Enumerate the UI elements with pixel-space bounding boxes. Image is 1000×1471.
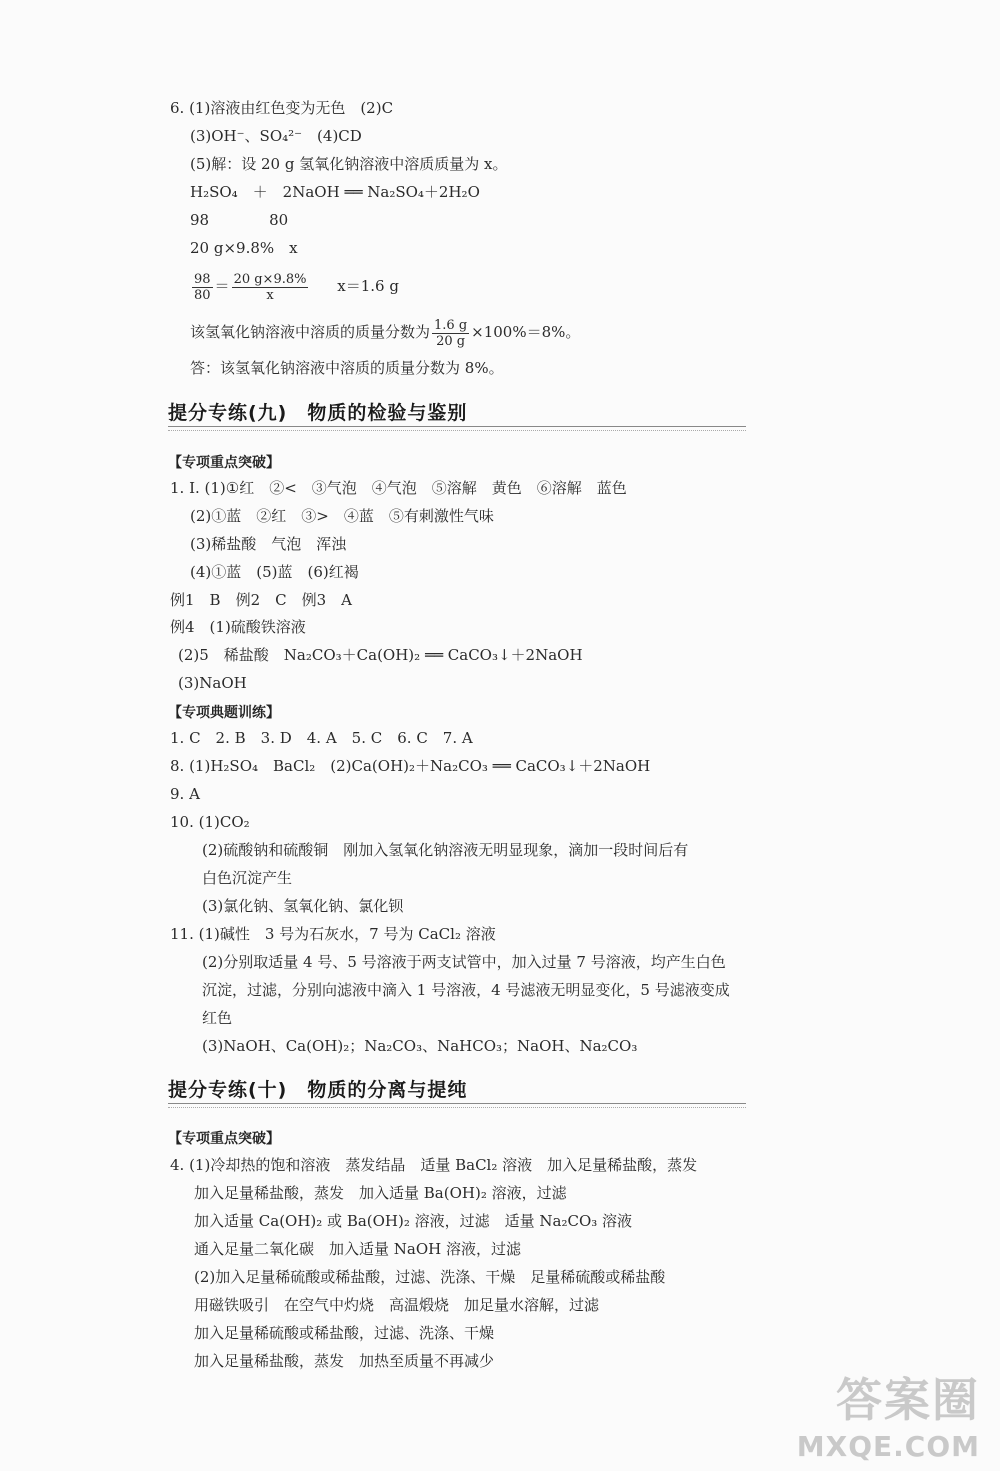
q6-line-2: (3)OH⁻、SO₄²⁻ (4)CD xyxy=(190,127,362,145)
watermark-url: MXQE.COM xyxy=(796,1430,980,1463)
q6-ratio: 98 80 xyxy=(190,211,289,229)
sec10-line-6: 用磁铁吸引 在空气中灼烧 高温煅烧 加足量水溶解，过滤 xyxy=(194,1296,600,1314)
sec9-q11-2-cont: 沉淀，过滤，分别向滤液中滴入 1 号溶液，4 号滤液无明显变化，5 号滤液变成 xyxy=(202,981,730,999)
mass-fraction xyxy=(432,318,469,349)
fraction-numerator: 20 g×9.8% xyxy=(233,271,307,287)
section-10-key-heading: 【专项重点突破】 xyxy=(168,1131,280,1147)
sec9-q8: 8. (1)H₂SO₄ BaCl₂ (2)Ca(OH)₂＋Na₂CO₃ ══ CaCO₃↓＋2NaOH xyxy=(170,757,651,775)
sec10-line-2: 加入足量稀盐酸，蒸发 加入适量 Ba(OH)₂ 溶液，过滤 xyxy=(194,1184,567,1202)
sec9-example4: 例4 (1)硫酸铁溶液 xyxy=(170,618,306,636)
sec9-line-3: (3)稀盐酸 气泡 浑浊 xyxy=(190,535,347,553)
fraction-numerator: 98 xyxy=(194,271,211,287)
sec9-line-2: (2)①蓝 ②红 ③> ④蓝 ⑤有刺激性气味 xyxy=(190,507,494,525)
fraction-denominator: x xyxy=(266,287,274,303)
q6-proportion xyxy=(190,266,399,306)
sec9-examples: 例1 B 例2 C 例3 A xyxy=(170,591,352,609)
sec9-answers-1-7: 1. C 2. B 3. D 4. A 5. C 6. C 7. A xyxy=(170,729,473,747)
q6-line-1: 6. (1)溶液由红色变为无色 (2)C xyxy=(170,99,394,117)
fraction-denominator: 20 g xyxy=(436,333,466,349)
sec9-example4-3: (3)NaOH xyxy=(178,674,247,692)
fraction-98-80 xyxy=(192,272,213,303)
section-9-rule xyxy=(168,426,746,431)
section-10-rule xyxy=(168,1103,746,1108)
sec9-q9: 9. A xyxy=(170,785,200,803)
q6-result: x＝1.6 g xyxy=(337,277,399,295)
fraction-numerator: 1.6 g xyxy=(434,317,468,333)
sec10-line-8: 加入足量稀盐酸，蒸发 加热至质量不再减少 xyxy=(194,1352,495,1370)
sec9-q10-2: (2)硫酸钠和硫酸铜 刚加入氢氧化钠溶液无明显现象，滴加一段时间后有 xyxy=(202,841,689,859)
fraction-mass-x xyxy=(232,272,309,303)
fraction-prefix: 该氢氧化钠溶液中溶质的质量分数为 xyxy=(190,323,431,341)
sec9-example4-2: (2)5 稀盐酸 Na₂CO₃＋Ca(OH)₂ ══ CaCO₃↓＋2NaOH xyxy=(178,646,583,664)
section-10-title: 提分专练(十) 物质的分离与提纯 xyxy=(168,1079,468,1101)
sec9-line-1: 1. Ⅰ. (1)①红 ②< ③气泡 ④气泡 ⑤溶解 黄色 ⑥溶解 蓝色 xyxy=(170,479,627,497)
section-9-key-heading: 【专项重点突破】 xyxy=(168,455,280,471)
q6-answer: 答：该氢氧化钠溶液中溶质的质量分数为 8%。 xyxy=(190,359,504,377)
section-9-training-heading: 【专项典题训练】 xyxy=(168,705,280,721)
sec10-line-7: 加入足量稀硫酸或稀盐酸，过滤、洗涤、干燥 xyxy=(194,1324,495,1342)
watermark-logo xyxy=(797,1364,980,1463)
sec10-line-5: (2)加入足量稀硫酸或稀盐酸，过滤、洗涤、干燥 足量稀硫酸或稀盐酸 xyxy=(194,1268,666,1286)
fraction-suffix: ×100%＝8%。 xyxy=(471,323,581,341)
q6-fraction-line xyxy=(190,312,580,352)
section-9-title: 提分专练(九) 物质的检验与鉴别 xyxy=(168,402,468,424)
q6-mass: 20 g×9.8% x xyxy=(190,239,298,257)
sec10-line-4: 通入足量二氧化碳 加入适量 NaOH 溶液，过滤 xyxy=(194,1240,521,1258)
sec9-q10-1: 10. (1)CO₂ xyxy=(170,813,250,831)
watermark-text: 答案圈 xyxy=(836,1373,980,1427)
fraction-denominator: 80 xyxy=(194,287,211,303)
sec9-q10-3: (3)氯化钠、氢氧化钠、氯化钡 xyxy=(202,897,404,915)
sec10-line-1: 4. (1)冷却热的饱和溶液 蒸发结晶 适量 BaCl₂ 溶液 加入足量稀盐酸，蒸发 xyxy=(170,1156,698,1174)
sec10-line-3: 加入适量 Ca(OH)₂ 或 Ba(OH)₂ 溶液，过滤 适量 Na₂CO₃ 溶液 xyxy=(194,1212,633,1230)
sec9-q11-1: 11. (1)碱性 3 号为石灰水，7 号为 CaCl₂ 溶液 xyxy=(170,925,496,943)
sec9-q11-3: (3)NaOH、Ca(OH)₂；Na₂CO₃、NaHCO₃；NaOH、Na₂CO₃ xyxy=(202,1037,638,1055)
equals-sign: ＝ xyxy=(214,277,230,295)
q6-line-3: (5)解：设 20 g 氢氧化钠溶液中溶质质量为 x。 xyxy=(190,155,508,173)
sec9-line-4: (4)①蓝 (5)蓝 (6)红褐 xyxy=(190,563,359,581)
sec9-q10-2-cont: 白色沉淀产生 xyxy=(202,869,293,887)
sec9-q11-2: (2)分别取适量 4 号、5 号溶液于两支试管中，加入过量 7 号溶液，均产生白色 xyxy=(202,953,726,971)
q6-equation: H₂SO₄ ＋ 2NaOH ══ Na₂SO₄＋2H₂O xyxy=(190,183,480,201)
sec9-q11-2-end: 红色 xyxy=(202,1009,233,1027)
